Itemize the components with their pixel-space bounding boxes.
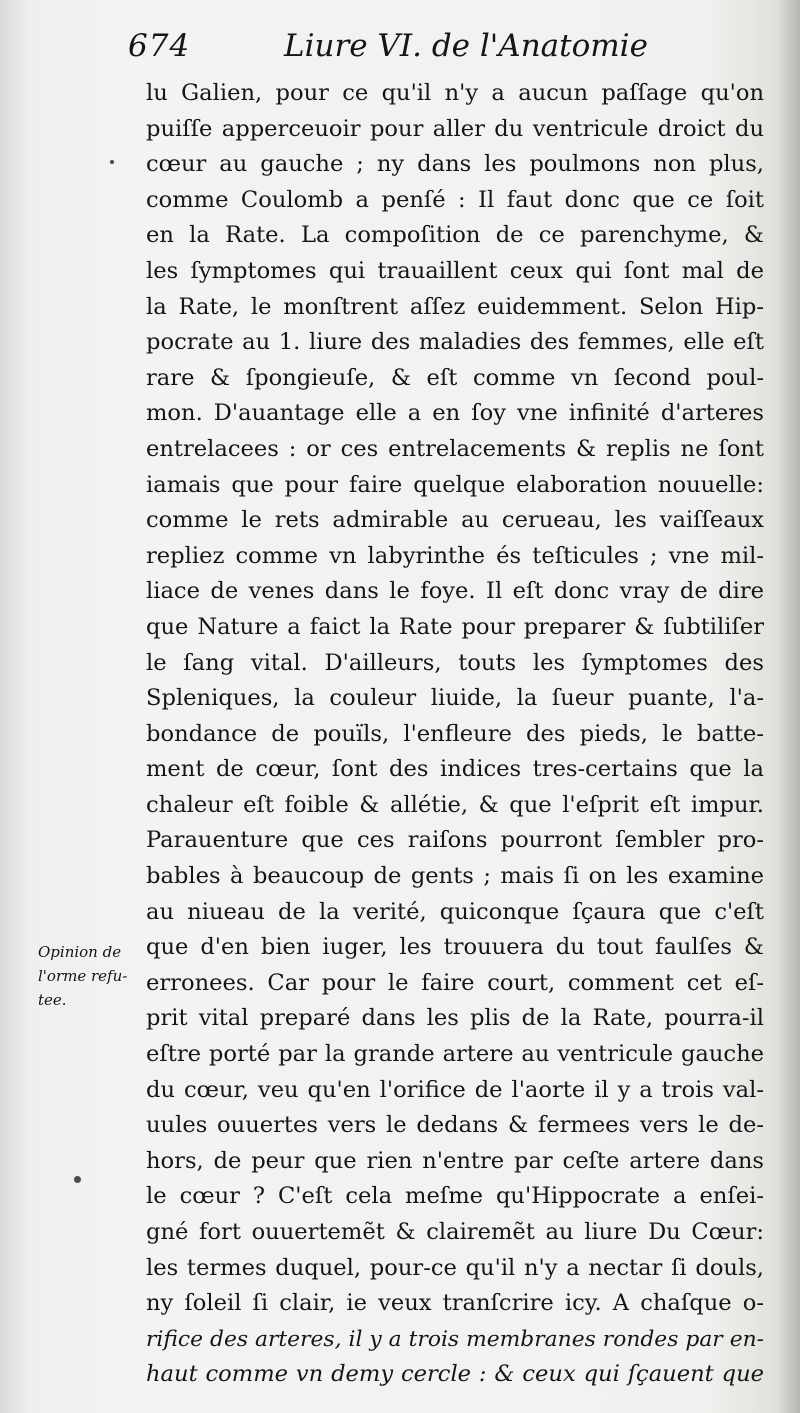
running-head: Liure VI. de l'Anatomie bbox=[284, 28, 648, 64]
text-line: bondance de pouïls, l'enfleure des pieds, le batte- bbox=[146, 720, 764, 747]
margin-dot-icon bbox=[110, 160, 114, 164]
text-line: eſtre porté par la grande artere au ventricule gauche bbox=[146, 1041, 764, 1068]
text-line: hors, de peur que rien n'entre par ceſte artere dans bbox=[146, 1147, 764, 1174]
text-line: comme le rets admirable au cerueau, les vaiſſeaux bbox=[146, 507, 764, 534]
text-line: repliez comme vn labyrinthe és teſticules ; vne mil- bbox=[146, 542, 764, 569]
text-line: comme Coulomb a penſé : Il faut donc que ce ſoit bbox=[146, 186, 764, 213]
text-line: que d'en bien iuger, les trouuera du tout faulſes & bbox=[146, 934, 764, 961]
text-line: le ſang vital. D'ailleurs, touts les ſymptomes des bbox=[146, 649, 764, 676]
text-line: gné fort ouuertemẽt & clairemẽt au liure Du Cœur: bbox=[146, 1219, 764, 1245]
margin-note-line: l'orme refu- bbox=[38, 967, 128, 985]
margin-note-line: Opinion de bbox=[38, 943, 122, 961]
text-line: puiſſe apperceuoir pour aller du ventricule droict du bbox=[146, 115, 764, 142]
text-line: ment de cœur, ſont des indices tres-certains que la bbox=[146, 756, 764, 783]
text-line: les termes duquel, pour-ce qu'il n'y a nectar ſi douls, bbox=[146, 1254, 764, 1281]
text-line: mon. D'auantage elle a en ſoy vne infinité d'arteres bbox=[146, 400, 764, 427]
page-header bbox=[128, 28, 768, 72]
text-line: liace de venes dans le foye. Il eſt donc vray de dire bbox=[146, 578, 764, 605]
text-line: uules ouuertes vers le dedans & fermees vers le de- bbox=[146, 1112, 764, 1139]
text-line: lu Galien, pour ce qu'il n'y a aucun paſſage qu'on bbox=[146, 80, 764, 106]
text-line: que Nature a faict la Rate pour preparer & ſubtiliſer bbox=[146, 613, 764, 640]
page-number: 674 bbox=[128, 28, 191, 64]
text-line: pocrate au 1. liure des maladies des femmes, elle eſt bbox=[146, 329, 764, 356]
text-line: chaleur eſt foible & allétie, & que l'eſprit eſt impur. bbox=[146, 791, 764, 818]
text-line: ny ſoleil ſi clair, ie veux tranſcrire icy. A chaſque o- bbox=[146, 1290, 764, 1317]
text-line: en la Rate. La compoſition de ce parenchyme, & bbox=[146, 222, 764, 249]
page-edge-shadow bbox=[778, 0, 800, 1413]
text-line: Parauenture que ces raiſons pourront ſembler pro- bbox=[146, 827, 764, 854]
margin-note bbox=[38, 940, 142, 1012]
margin-dot-icon bbox=[74, 1176, 81, 1183]
text-line-italic: rifice des arteres, il y a trois membranes rondes par en- bbox=[146, 1326, 764, 1352]
margin-note-line: tee. bbox=[38, 991, 67, 1009]
text-line-italic: haut comme vn demy cercle : & ceux qui ſçauent que bbox=[146, 1361, 764, 1388]
text-line: cœur au gauche ; ny dans les poulmons non plus, bbox=[146, 151, 764, 178]
text-line: iamais que pour faire quelque elaboration nouuelle: bbox=[146, 471, 764, 498]
text-line: du cœur, veu qu'en l'orifice de l'aorte il y a trois val- bbox=[146, 1076, 764, 1103]
text-line: bables à beaucoup de gents ; mais ſi on les examine bbox=[146, 863, 764, 890]
text-line: entrelacees : or ces entrelacements & replis ne ſont bbox=[146, 435, 764, 462]
body-text bbox=[146, 76, 764, 1393]
text-line: erronees. Car pour le faire court, comment cet eſ- bbox=[146, 969, 764, 996]
text-line: le cœur ? C'eſt cela meſme qu'Hippocrate a enſei- bbox=[146, 1183, 764, 1210]
text-line: la Rate, le monſtrent aſſez euidemment. Selon Hip- bbox=[146, 293, 764, 320]
text-line: rare & ſpongieuſe, & eſt comme vn ſecond poul- bbox=[146, 364, 764, 391]
text-line: Spleniques, la couleur liuide, la ſueur puante, l'a- bbox=[146, 685, 764, 712]
text-line: les ſymptomes qui trauaillent ceux qui ſont mal de bbox=[146, 257, 764, 284]
text-line: prit vital preparé dans les plis de la Rate, pourra-il bbox=[146, 1005, 764, 1032]
text-line: au niueau de la verité, quiconque ſçaura que c'eſt bbox=[146, 898, 764, 925]
